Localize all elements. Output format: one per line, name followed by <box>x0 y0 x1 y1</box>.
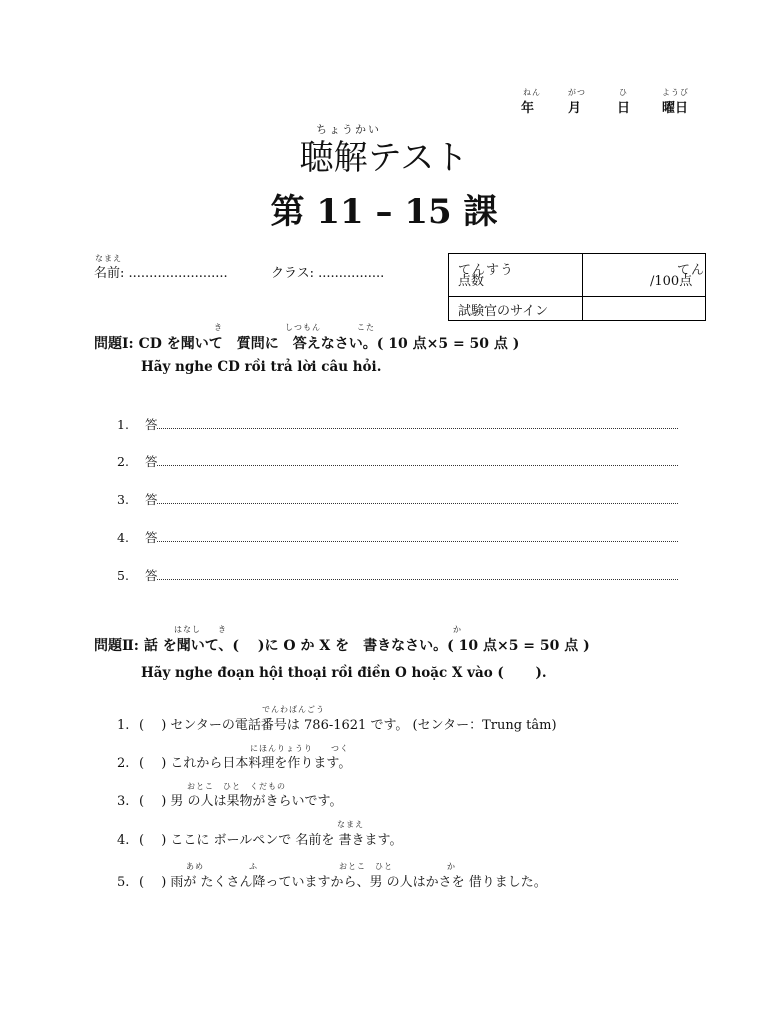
section1-ruby-kota: こた <box>357 323 375 332</box>
section2-ruby-hanashi: はなし <box>174 625 201 634</box>
answer-line-5-dots[interactable] <box>157 578 678 580</box>
q2-2-ruby: にほんりょうり つく <box>250 744 349 753</box>
answer-line-2: 2. 答 <box>117 454 158 469</box>
date-year-ruby: ねん <box>523 88 541 97</box>
answer-line-2-dots[interactable] <box>157 464 678 466</box>
score-table <box>448 253 706 321</box>
answer-line-4-dots[interactable] <box>157 540 678 542</box>
ten-ruby: てん <box>677 263 706 278</box>
section1-ruby-shitsumon: しつもん <box>285 323 321 332</box>
class-field: クラス: ................ <box>271 266 385 281</box>
date-weekday-label: 曜日 <box>662 101 689 116</box>
q2-5-ruby: あめ ふ おとこ ひと か <box>186 862 456 871</box>
answer-line-1-dots[interactable] <box>157 427 678 429</box>
section2-heading: 問題Ⅱ: 話 を聞いて、( )に O か X を 書きなさい。( 10 点×5 = 50 点 ) <box>94 638 590 654</box>
section1-ruby-ki: き <box>214 323 223 332</box>
q2-item-3: 3. ( ) 男 の人は果物がきらいです。 <box>117 794 343 809</box>
section2-ruby-ka: か <box>453 625 462 634</box>
score-label: 点数 <box>458 274 485 289</box>
date-month-label: 月 <box>568 101 582 116</box>
name-ruby: なまえ <box>95 254 122 263</box>
title-ruby: ちょうかい <box>316 123 381 136</box>
q2-1-ruby: でんわばんごう <box>262 705 325 714</box>
date-month-ruby: がつ <box>568 88 586 97</box>
score-ruby: てんすう <box>458 263 515 278</box>
q2-item-4: 4. ( ) ここに ボールペンで 名前を 書きます。 <box>117 833 403 848</box>
date-year-label: 年 <box>521 101 535 116</box>
date-weekday-ruby: ようび <box>662 88 689 97</box>
answer-line-1: 1. 答 <box>117 417 158 432</box>
date-day-label: 日 <box>617 101 631 116</box>
score-value: /100点 <box>650 274 693 289</box>
signature-row <box>449 297 705 320</box>
q2-4-ruby: なまえ <box>337 820 364 829</box>
answer-line-5: 5. 答 <box>117 568 158 583</box>
page-title: 聴解テスト <box>299 138 469 178</box>
section2-instruction: Hãy nghe đoạn hội thoại rồi điền O hoặc X vào ( ). <box>141 665 547 681</box>
signature-label: 試験官のサイン <box>458 304 549 319</box>
q2-item-2: 2. ( ) これから日本料理を作ります。 <box>117 756 352 771</box>
q2-item-5: 5. ( ) 雨が たくさん降っていますから、男 の人はかさを 借りました。 <box>117 875 547 890</box>
answer-line-4: 4. 答 <box>117 530 158 545</box>
q2-3-ruby: おとこ ひと くだもの <box>187 782 286 791</box>
section2-ruby-ki: き <box>218 625 227 634</box>
name-field: 名前: ........................ <box>94 266 228 281</box>
section1-heading: 問題Ⅰ: CD を聞いて 質問に 答えなさい。( 10 点×5 = 50 点 ) <box>94 336 520 352</box>
lesson-range: 第 11 – 15 課 <box>270 192 498 232</box>
answer-line-3-dots[interactable] <box>157 502 678 504</box>
date-day-ruby: ひ <box>619 88 628 97</box>
q2-item-1: 1. ( ) センターの電話番号は 786-1621 です。 (センター：Trung tâm) <box>117 718 557 733</box>
answer-line-3: 3. 答 <box>117 492 158 507</box>
score-row <box>449 254 705 297</box>
section1-instruction: Hãy nghe CD rồi trả lời câu hỏi. <box>141 359 382 375</box>
